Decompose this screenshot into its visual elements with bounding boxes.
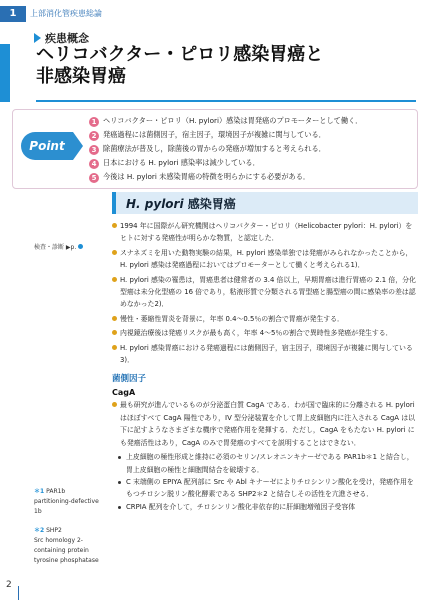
bullet-icon (112, 223, 117, 228)
list-item (112, 451, 418, 476)
page-title (36, 44, 406, 88)
point-item (89, 156, 415, 170)
running-header-text: 上部消化管疾患総論 (30, 9, 102, 18)
chapter-number: 1 (9, 8, 17, 19)
point-number: 3 (89, 145, 99, 155)
bullet-icon (112, 402, 117, 407)
list-item-text: 上皮細胞の極性形成と維持に必須のセリン/スレオニンキナーゼである PAR1b＊1 と結合し，胃上皮細胞の極性と細胞間結合を破壊する． (126, 453, 414, 474)
paragraph-text: スナネズミを用いた動物実験の結果，H. pylori 感染単独では発癌がみられなかったことから，H. pylori 感染は発癌過程においてはプロモーターとして働くと考えられる1)． (120, 248, 413, 270)
point-text: 除菌療法が普及し，除菌後の胃からの発癌が増加すると考えられる． (103, 144, 326, 153)
list-item-text: CRPIA 配列を介して，チロシンリン酸化非依存的に肝細胞増殖因子受容体 (126, 502, 356, 511)
footnote-term (34, 526, 108, 536)
page-ref-dot-icon (78, 244, 83, 249)
point-number: 2 (89, 131, 99, 141)
point-item (89, 142, 415, 156)
paragraph-text: 1994 年に国際がん研究機関はヘリコバクター・ピロリ（Helicobacter pylori：H. pylori）をヒトに対する発癌性が明らかな物質，と認定した． (120, 222, 413, 243)
running-header (0, 0, 430, 30)
footnote-term-text: PAR1b (46, 488, 66, 495)
paragraph-text: 慢性・萎縮性胃炎を背景に，年率 0.4〜0.5％の割合で胃癌が発生する． (120, 314, 344, 323)
footnote-par1b (34, 487, 108, 517)
footnote-desc: Src homology 2-containing protein tyrosine phosphatase (34, 537, 99, 564)
point-item (89, 128, 415, 142)
body-paragraph (112, 342, 418, 367)
footnote-mark: ＊1 (34, 488, 45, 495)
title-accent-bar (0, 44, 10, 102)
page-number: 2 (6, 580, 12, 590)
side-reference[interactable] (34, 242, 83, 251)
point-number: 4 (89, 159, 99, 169)
body-paragraph (112, 247, 418, 272)
section-title-italic: H. pylori (126, 197, 184, 211)
bullet-icon (112, 250, 117, 255)
list-item-text: C 末端側の EPIYA 配列部に Src や Abl キナーゼによりチロシンリン酸化を受け，発癌作用をもつチロシン脱リン酸化酵素である SHP2＊2 と結合しその活性を亢進させる． (126, 477, 414, 499)
paragraph-text: H. pylori 感染の罹患は，胃癌患者は健常者の 3.4 倍以上，早期胃癌は進行胃癌の 2.1 倍，分化型癌は未分化型癌の 16 倍であり，粘液形質で分類される胃型癌と腸型癌の間に感染率の差は認めなかった2)． (120, 275, 416, 309)
small-dot-icon (118, 506, 121, 509)
body-paragraph (112, 220, 418, 245)
point-number: 5 (89, 173, 99, 183)
bullet-icon (112, 330, 117, 335)
body-paragraph (112, 274, 418, 311)
paragraph-text: H. pylori 感染胃癌における発癌過程には菌側因子，宿主因子，環境因子が複雑に関与している3)． (120, 343, 413, 365)
point-text: 日本における H. pylori 感染率は減少している． (103, 158, 260, 167)
small-dot-icon (118, 481, 121, 484)
triangle-icon (34, 33, 41, 43)
section-heading (112, 192, 418, 214)
body-paragraph (112, 327, 418, 339)
bullet-icon (112, 277, 117, 282)
footnote-shp2 (34, 526, 108, 566)
body-column (112, 220, 418, 513)
paragraph-text: 最も研究が進んでいるものが分泌蛋白質 CagA である．わが国で臨床的に分離される H. pylori はほぼすべて CagA 陽性であり，IV 型分泌装置を介して胃上皮細胞内に注入される CagA は以下に記すようなさまざまな機序で発癌作用を発揮する．ただし，CagA をもたない H. pylori にも発癌活性はあり，CagA のみで胃発癌のすべてを説明することはできない． (120, 401, 415, 447)
list-item (112, 501, 418, 513)
footnote-mark: ＊2 (34, 527, 45, 534)
page-number-rule (18, 586, 19, 600)
point-text: 今後は H. pylori 未感染胃癌の特徴を明らかにする必要がある． (103, 172, 311, 181)
body-paragraph (112, 313, 418, 325)
footnote-desc: partitioning-defective 1b (34, 498, 99, 515)
bullet-icon (112, 316, 117, 321)
side-reference-text: 検査・診断 ▶p. (34, 244, 77, 251)
small-dot-icon (118, 456, 121, 459)
title-line-2: 非感染胃癌 (36, 66, 126, 87)
point-item (89, 114, 415, 128)
section-title (126, 195, 236, 212)
bullet-icon (112, 345, 117, 350)
subsection-heading: 菌側因子 (112, 374, 147, 385)
section-title-rest: 感染胃癌 (183, 197, 236, 211)
footnote-term-text: SHP2 (46, 527, 62, 534)
point-box (12, 109, 418, 189)
category-text: 疾患概念 (45, 32, 89, 45)
body-paragraph (112, 399, 418, 449)
point-label: Point (21, 132, 73, 160)
point-item (89, 170, 415, 184)
point-text: ヘリコバクター・ピロリ（H. pylori）感染は胃発癌のプロモーターとして働く． (103, 116, 363, 125)
paragraph-text: 内視鏡治療後は発癌リスクが最も高く，年率 4〜5％の割合で異時性多発癌が発生する． (120, 329, 393, 338)
point-list (89, 114, 415, 184)
subsubsection-heading: CagA (112, 388, 136, 398)
point-text: 発癌過程には菌側因子，宿主因子，環境因子が複雑に関与している． (103, 130, 326, 139)
title-line-1: ヘリコバクター・ピロリ感染胃癌と (36, 44, 324, 65)
list-item (112, 476, 418, 501)
footnote-term (34, 487, 108, 497)
title-underline (36, 100, 416, 102)
point-number: 1 (89, 117, 99, 127)
